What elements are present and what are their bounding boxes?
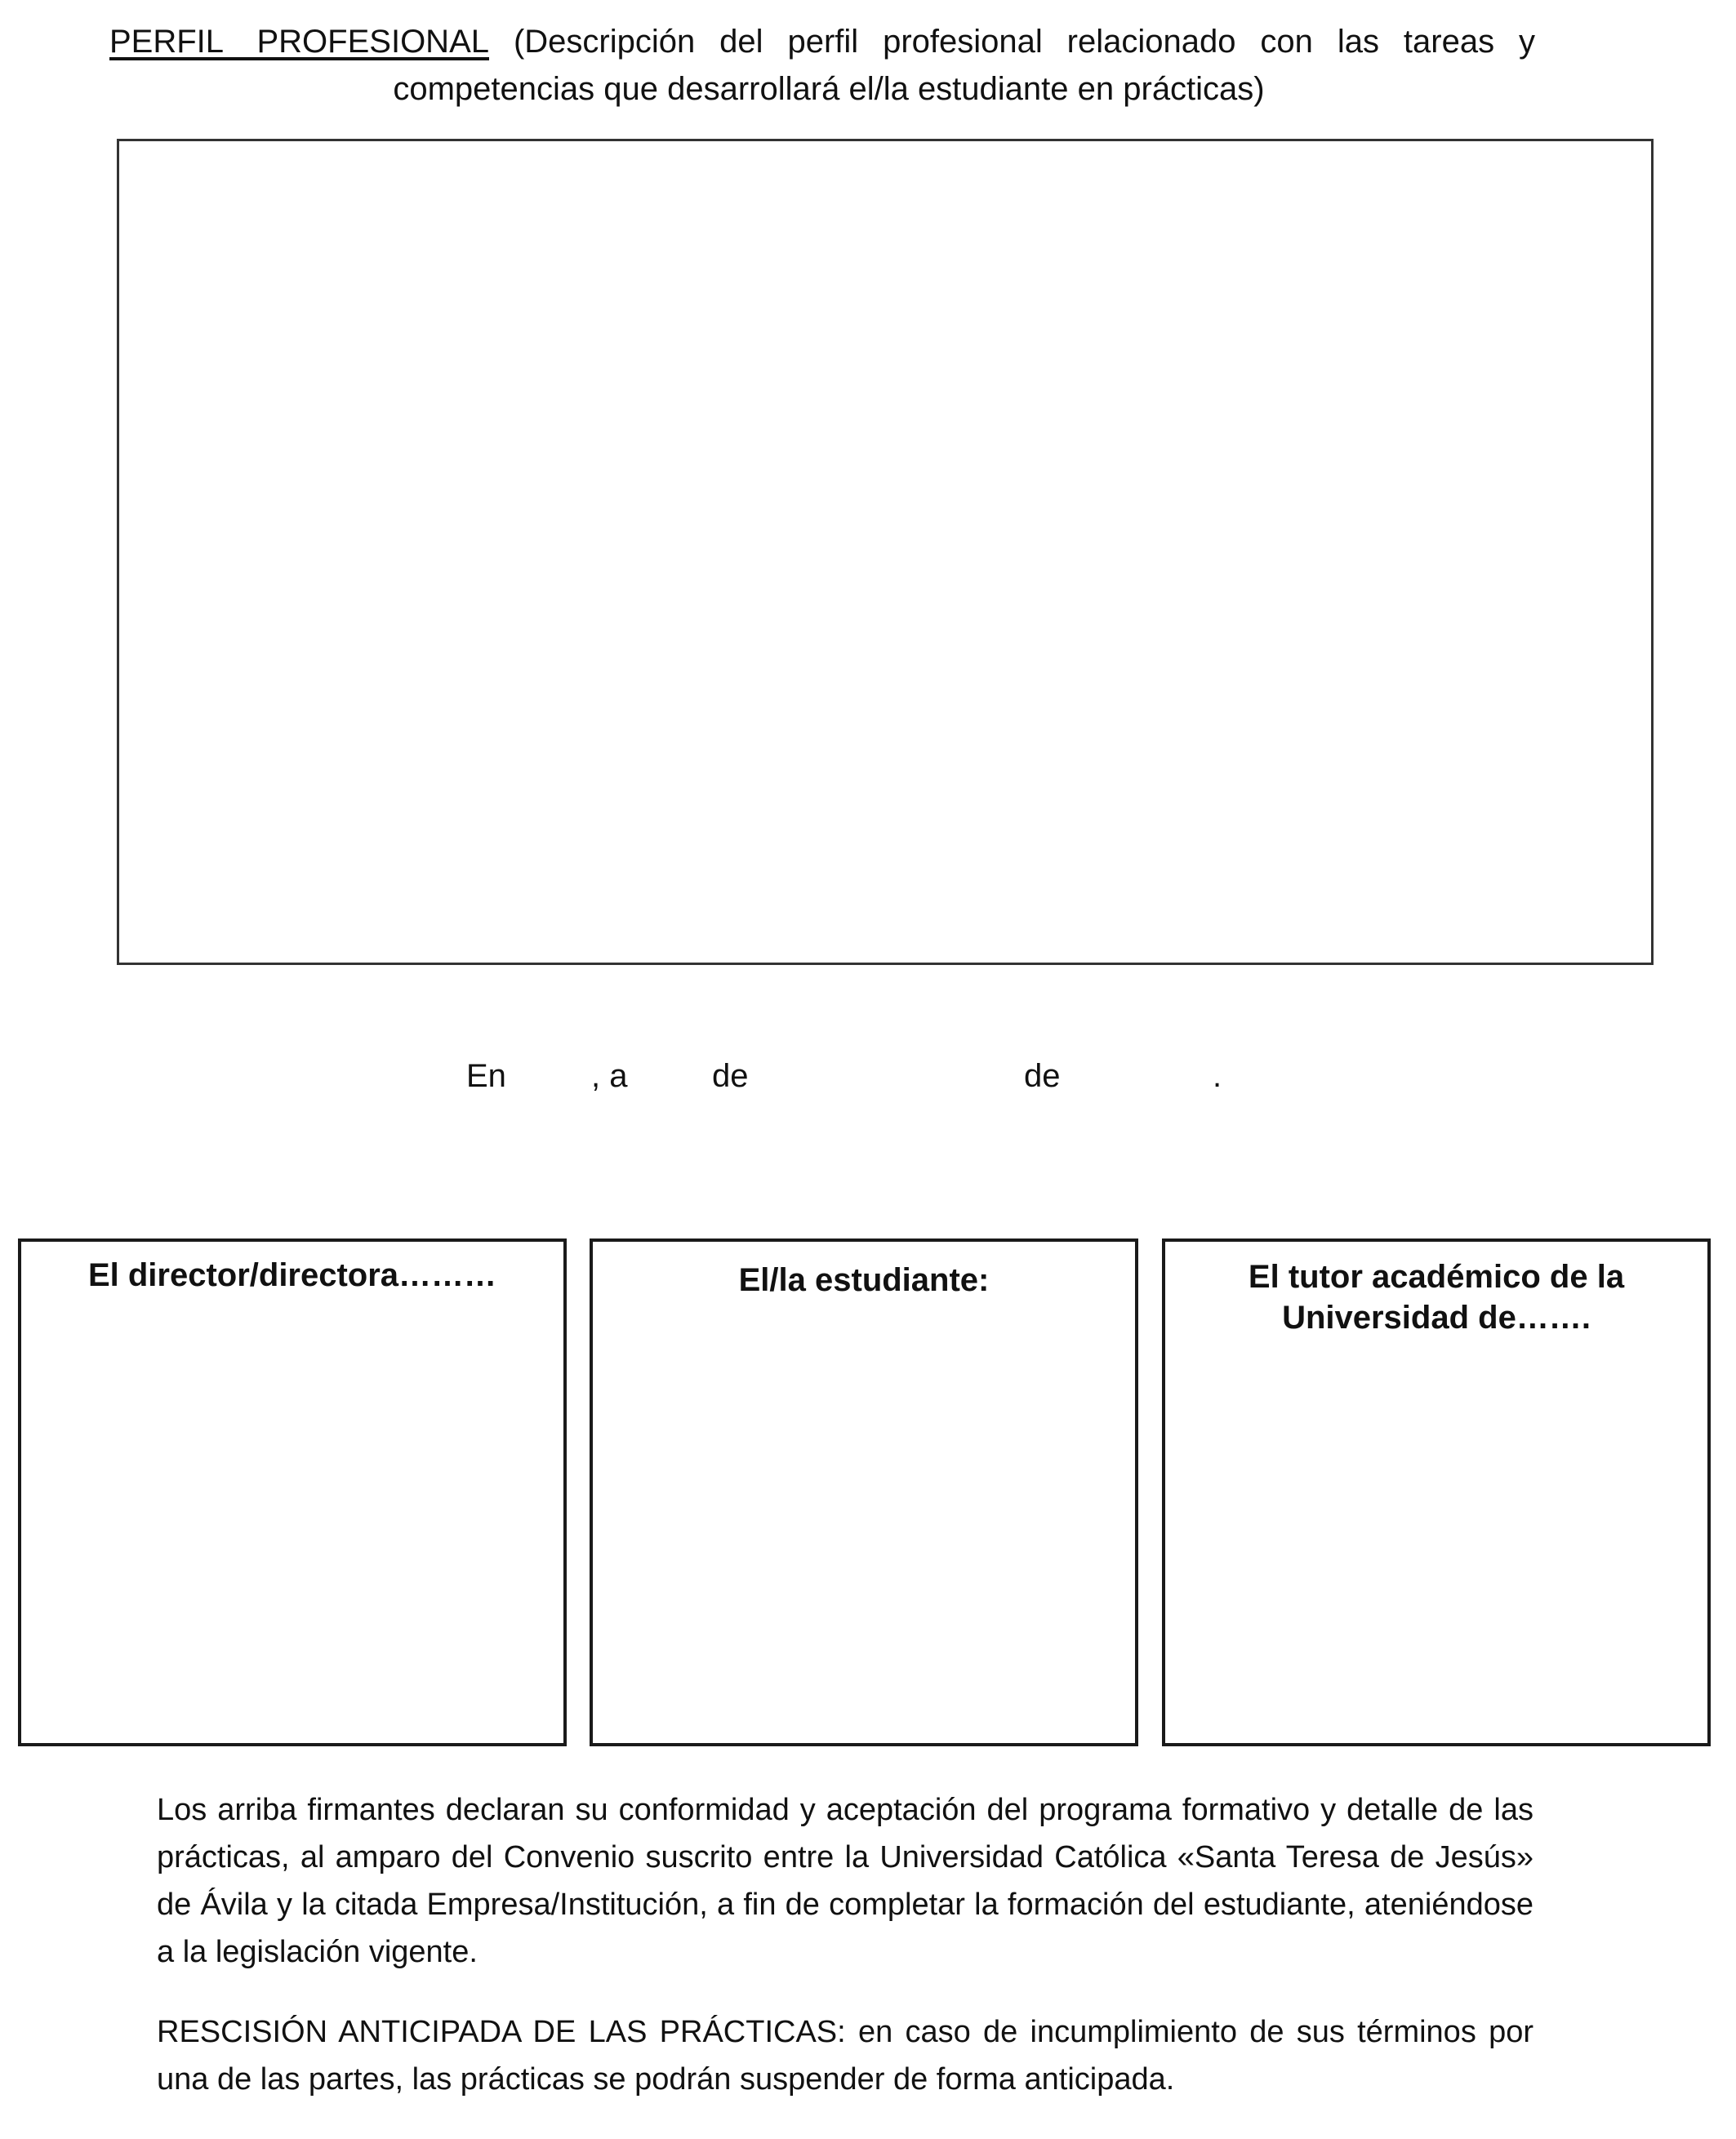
date-comma-a: , a bbox=[591, 1058, 628, 1094]
signature-title-tutor: El tutor académico de la Universidad de……. bbox=[1248, 1259, 1625, 1336]
signature-box-student[interactable] bbox=[590, 1238, 1138, 1746]
date-de-2: de bbox=[1024, 1058, 1061, 1094]
header-line-1 bbox=[109, 18, 1535, 65]
rescission-paragraph: RESCISIÓN ANTICIPADA DE LAS PRÁCTICAS: en caso de incumplimiento de sus términos por una de las partes, las prácticas se podrán suspender de forma anticipada. bbox=[157, 2015, 1533, 2097]
date-de-1: de bbox=[712, 1058, 749, 1094]
date-place-line bbox=[0, 1052, 1736, 1101]
section-description-2: competencias que desarrollará el/la estudiante en prácticas) bbox=[393, 71, 1265, 107]
signature-title-director: El director/directora……… bbox=[87, 1257, 497, 1293]
signature-box-tutor[interactable] bbox=[1162, 1238, 1711, 1746]
signature-box-director[interactable] bbox=[18, 1238, 567, 1746]
date-period: . bbox=[1213, 1058, 1222, 1094]
section-header bbox=[109, 18, 1535, 113]
declaration-paragraph: Los arriba firmantes declaran su conformidad y aceptación del programa formativo y detalle de las prácticas, al amparo del Convenio suscrito entre la Universidad Católica «Santa Teresa de Jesús» de Ávila y la citada Empresa/Institución, a fin de completar la formación del estudiante, ateniéndose a la legislación vigente. bbox=[157, 1793, 1533, 1969]
profile-description-field[interactable] bbox=[117, 139, 1654, 965]
date-prefix: En bbox=[466, 1058, 506, 1094]
section-description-1: (Descripción del perfil profesional relacionado con las tareas y bbox=[513, 24, 1535, 60]
signature-title-student: El/la estudiante: bbox=[738, 1262, 990, 1298]
section-title: PERFIL PROFESIONAL bbox=[109, 24, 489, 60]
